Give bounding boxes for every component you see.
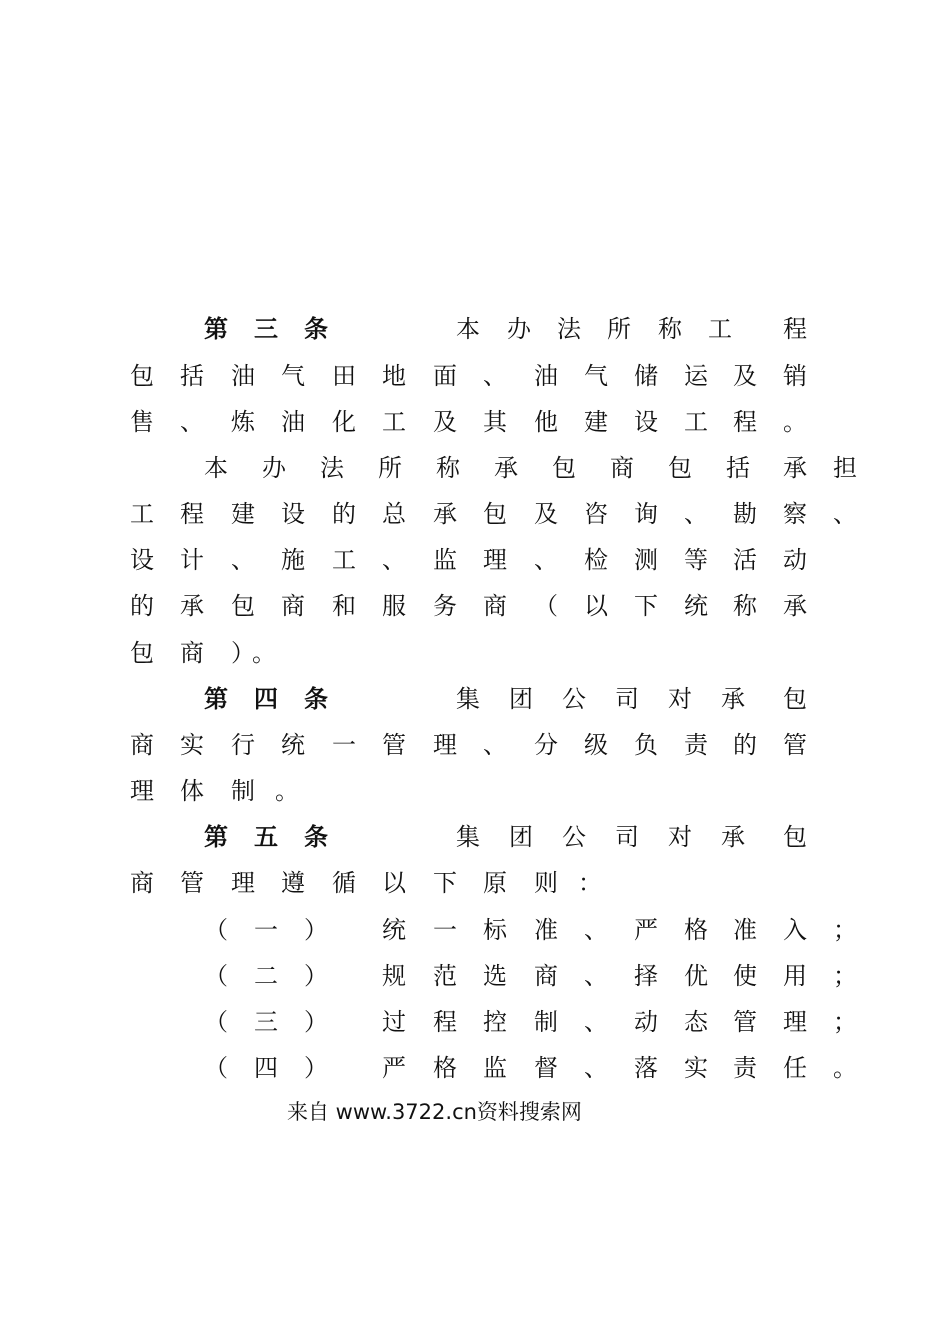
glyph: 统 <box>382 916 406 944</box>
glyph: 司 <box>615 685 639 713</box>
glyph: 集 <box>456 685 480 713</box>
glyph: 察 <box>783 500 807 528</box>
glyph: 气 <box>584 362 608 390</box>
glyph: 其 <box>483 408 507 436</box>
glyph: 、 <box>534 546 558 574</box>
glyph: 所 <box>607 315 631 343</box>
glyph: 工 <box>708 315 732 343</box>
glyph: 条 <box>304 823 328 851</box>
glyph: 以 <box>584 592 608 620</box>
glyph: （ <box>534 592 558 620</box>
glyph: 格 <box>684 916 708 944</box>
glyph: 任 <box>783 1054 807 1082</box>
glyph: 称 <box>733 592 757 620</box>
glyph: 法 <box>557 315 581 343</box>
body-line <box>0 860 950 906</box>
glyph: 范 <box>433 962 457 990</box>
glyph: 承 <box>783 454 807 482</box>
principle-item <box>0 999 950 1045</box>
glyph: 理 <box>130 777 154 805</box>
glyph: 管 <box>783 731 807 759</box>
glyph: 理 <box>433 731 457 759</box>
glyph: 过 <box>382 1008 406 1036</box>
glyph: 、 <box>584 962 608 990</box>
glyph: 及 <box>433 408 457 436</box>
glyph: 统 <box>281 731 305 759</box>
glyph: 程 <box>180 500 204 528</box>
glyph: 实 <box>684 1054 708 1082</box>
glyph: 五 <box>254 823 278 851</box>
glyph: 。 <box>252 639 276 667</box>
glyph: 商 <box>130 731 154 759</box>
glyph: 计 <box>180 546 204 574</box>
glyph: 勘 <box>733 500 757 528</box>
glyph: 原 <box>483 869 507 897</box>
glyph: 总 <box>382 500 406 528</box>
glyph: 优 <box>684 962 708 990</box>
glyph: 工 <box>382 408 406 436</box>
glyph: 理 <box>231 869 255 897</box>
glyph: （ <box>204 1054 228 1082</box>
glyph: 油 <box>231 362 255 390</box>
glyph: 、 <box>584 1054 608 1082</box>
glyph: 工 <box>332 546 356 574</box>
glyph: 运 <box>684 362 708 390</box>
glyph: 服 <box>382 592 406 620</box>
glyph: 公 <box>562 685 586 713</box>
glyph: 的 <box>332 500 356 528</box>
glyph: 遵 <box>281 869 305 897</box>
glyph: 督 <box>534 1054 558 1082</box>
glyph: 活 <box>733 546 757 574</box>
glyph: 务 <box>433 592 457 620</box>
glyph: 商 <box>281 592 305 620</box>
glyph: 二 <box>254 962 278 990</box>
glyph: ） <box>304 962 328 990</box>
glyph: 制 <box>534 1008 558 1036</box>
glyph: 包 <box>130 362 154 390</box>
glyph: 、 <box>584 1008 608 1036</box>
glyph: 及 <box>733 362 757 390</box>
glyph: 、 <box>231 546 255 574</box>
glyph: 准 <box>534 916 558 944</box>
glyph: 循 <box>332 869 356 897</box>
body-line <box>0 583 950 629</box>
glyph: 则 <box>534 869 558 897</box>
glyph: 商 <box>483 592 507 620</box>
glyph: 三 <box>254 1008 278 1036</box>
glyph: 公 <box>562 823 586 851</box>
principle-item <box>0 1045 950 1091</box>
glyph: 条 <box>304 685 328 713</box>
glyph: 本 <box>456 315 480 343</box>
glyph: 包 <box>231 592 255 620</box>
body-line <box>0 491 950 537</box>
body-line <box>0 630 950 676</box>
glyph: ） <box>231 639 255 667</box>
glyph: 管 <box>382 731 406 759</box>
glyph: 下 <box>433 869 457 897</box>
glyph: 承 <box>433 500 457 528</box>
glyph: 工 <box>130 500 154 528</box>
glyph: 标 <box>483 916 507 944</box>
glyph: 商 <box>534 962 558 990</box>
glyph: 管 <box>180 869 204 897</box>
glyph: 设 <box>130 546 154 574</box>
glyph: 办 <box>262 454 286 482</box>
glyph: 一 <box>254 916 278 944</box>
glyph: 使 <box>733 962 757 990</box>
glyph: ； <box>833 916 857 944</box>
glyph: 下 <box>634 592 658 620</box>
glyph: 第 <box>204 315 228 343</box>
glyph: 制 <box>231 777 255 805</box>
glyph: 规 <box>382 962 406 990</box>
glyph: 承 <box>494 454 518 482</box>
glyph: 检 <box>584 546 608 574</box>
glyph: 气 <box>281 362 305 390</box>
glyph: 办 <box>507 315 531 343</box>
glyph: 动 <box>634 1008 658 1036</box>
glyph: 称 <box>436 454 460 482</box>
glyph: 对 <box>668 685 692 713</box>
glyph: 。 <box>783 408 807 436</box>
glyph: （ <box>204 916 228 944</box>
glyph: 程 <box>433 1008 457 1036</box>
article-5-heading-line <box>0 814 950 860</box>
glyph: 管 <box>733 1008 757 1036</box>
glyph: 集 <box>456 823 480 851</box>
glyph: 、 <box>684 500 708 528</box>
glyph: ） <box>304 1054 328 1082</box>
glyph: ； <box>833 1008 857 1036</box>
glyph: 以 <box>382 869 406 897</box>
glyph: ） <box>304 916 328 944</box>
glyph: 严 <box>634 916 658 944</box>
glyph: 、 <box>833 500 857 528</box>
glyph: 包 <box>483 500 507 528</box>
glyph: 。 <box>833 1054 857 1082</box>
article-4-heading-line <box>0 676 950 722</box>
glyph: 油 <box>281 408 305 436</box>
body-line <box>0 537 950 583</box>
glyph: 入 <box>783 916 807 944</box>
paragraph-line <box>0 445 950 491</box>
glyph: 化 <box>332 408 356 436</box>
glyph: 、 <box>483 362 507 390</box>
glyph: 及 <box>534 500 558 528</box>
principle-item <box>0 953 950 999</box>
glyph: 、 <box>382 546 406 574</box>
glyph: 用 <box>783 962 807 990</box>
glyph: 。 <box>275 777 299 805</box>
glyph: 施 <box>281 546 305 574</box>
body-line <box>0 399 950 445</box>
glyph: 、 <box>483 731 507 759</box>
glyph: 包 <box>668 454 692 482</box>
glyph: 、 <box>584 916 608 944</box>
glyph: 括 <box>726 454 750 482</box>
glyph: 工 <box>684 408 708 436</box>
glyph: 监 <box>433 546 457 574</box>
glyph: 询 <box>634 500 658 528</box>
glyph: 的 <box>733 731 757 759</box>
glyph: 建 <box>231 500 255 528</box>
glyph: 择 <box>634 962 658 990</box>
glyph: 测 <box>634 546 658 574</box>
glyph: 理 <box>783 1008 807 1036</box>
glyph: 商 <box>180 639 204 667</box>
glyph: 严 <box>382 1054 406 1082</box>
glyph: 炼 <box>231 408 255 436</box>
glyph: 承 <box>721 685 745 713</box>
glyph: 承 <box>783 592 807 620</box>
glyph: 对 <box>668 823 692 851</box>
glyph: 程 <box>783 315 807 343</box>
glyph: 本 <box>204 454 228 482</box>
glyph: 责 <box>733 1054 757 1082</box>
glyph: 田 <box>332 362 356 390</box>
body-line <box>0 353 950 399</box>
glyph: 理 <box>483 546 507 574</box>
glyph: 第 <box>204 685 228 713</box>
glyph: 统 <box>684 592 708 620</box>
glyph: 态 <box>684 1008 708 1036</box>
glyph: 级 <box>584 731 608 759</box>
glyph: 团 <box>509 685 533 713</box>
glyph: 设 <box>281 500 305 528</box>
glyph: （ <box>204 1008 228 1036</box>
source-watermark-footer: 来自 www.3722.cn资料搜索网 <box>287 1100 582 1124</box>
glyph: 选 <box>483 962 507 990</box>
principle-item <box>0 907 950 953</box>
glyph: 程 <box>733 408 757 436</box>
glyph: 面 <box>433 362 457 390</box>
glyph: 销 <box>783 362 807 390</box>
glyph: 油 <box>534 362 558 390</box>
glyph: 的 <box>130 592 154 620</box>
glyph: 设 <box>634 408 658 436</box>
glyph: 储 <box>634 362 658 390</box>
glyph: 一 <box>332 731 356 759</box>
glyph: 等 <box>684 546 708 574</box>
glyph: 体 <box>180 777 204 805</box>
glyph: 、 <box>180 408 204 436</box>
glyph: 条 <box>304 315 328 343</box>
glyph: 团 <box>509 823 533 851</box>
glyph: 责 <box>684 731 708 759</box>
glyph: 三 <box>254 315 278 343</box>
glyph: 包 <box>130 639 154 667</box>
glyph: （ <box>204 962 228 990</box>
glyph: 和 <box>332 592 356 620</box>
glyph: 准 <box>733 916 757 944</box>
glyph: 动 <box>783 546 807 574</box>
glyph: 称 <box>658 315 682 343</box>
glyph: 包 <box>783 685 807 713</box>
glyph: 法 <box>320 454 344 482</box>
glyph: 格 <box>433 1054 457 1082</box>
glyph: 分 <box>534 731 558 759</box>
glyph: 地 <box>382 362 406 390</box>
glyph: 承 <box>180 592 204 620</box>
glyph: 咨 <box>584 500 608 528</box>
glyph: 承 <box>721 823 745 851</box>
glyph: 包 <box>783 823 807 851</box>
glyph: 控 <box>483 1008 507 1036</box>
glyph: 监 <box>483 1054 507 1082</box>
glyph: 行 <box>231 731 255 759</box>
glyph: 售 <box>130 408 154 436</box>
glyph: 建 <box>584 408 608 436</box>
glyph: 第 <box>204 823 228 851</box>
glyph: 司 <box>615 823 639 851</box>
glyph: 负 <box>634 731 658 759</box>
glyph: 商 <box>130 869 154 897</box>
glyph: 四 <box>254 1054 278 1082</box>
glyph: 担 <box>833 454 857 482</box>
glyph: 实 <box>180 731 204 759</box>
glyph: 括 <box>180 362 204 390</box>
body-line <box>0 768 950 814</box>
glyph: ； <box>833 962 857 990</box>
glyph: 四 <box>254 685 278 713</box>
glyph: 商 <box>610 454 634 482</box>
body-line <box>0 722 950 768</box>
glyph: 落 <box>634 1054 658 1082</box>
glyph: 包 <box>552 454 576 482</box>
glyph: 所 <box>378 454 402 482</box>
glyph: ） <box>304 1008 328 1036</box>
glyph: 他 <box>534 408 558 436</box>
glyph: 一 <box>433 916 457 944</box>
article-3-heading-line <box>0 306 950 352</box>
glyph: ： <box>578 869 602 897</box>
